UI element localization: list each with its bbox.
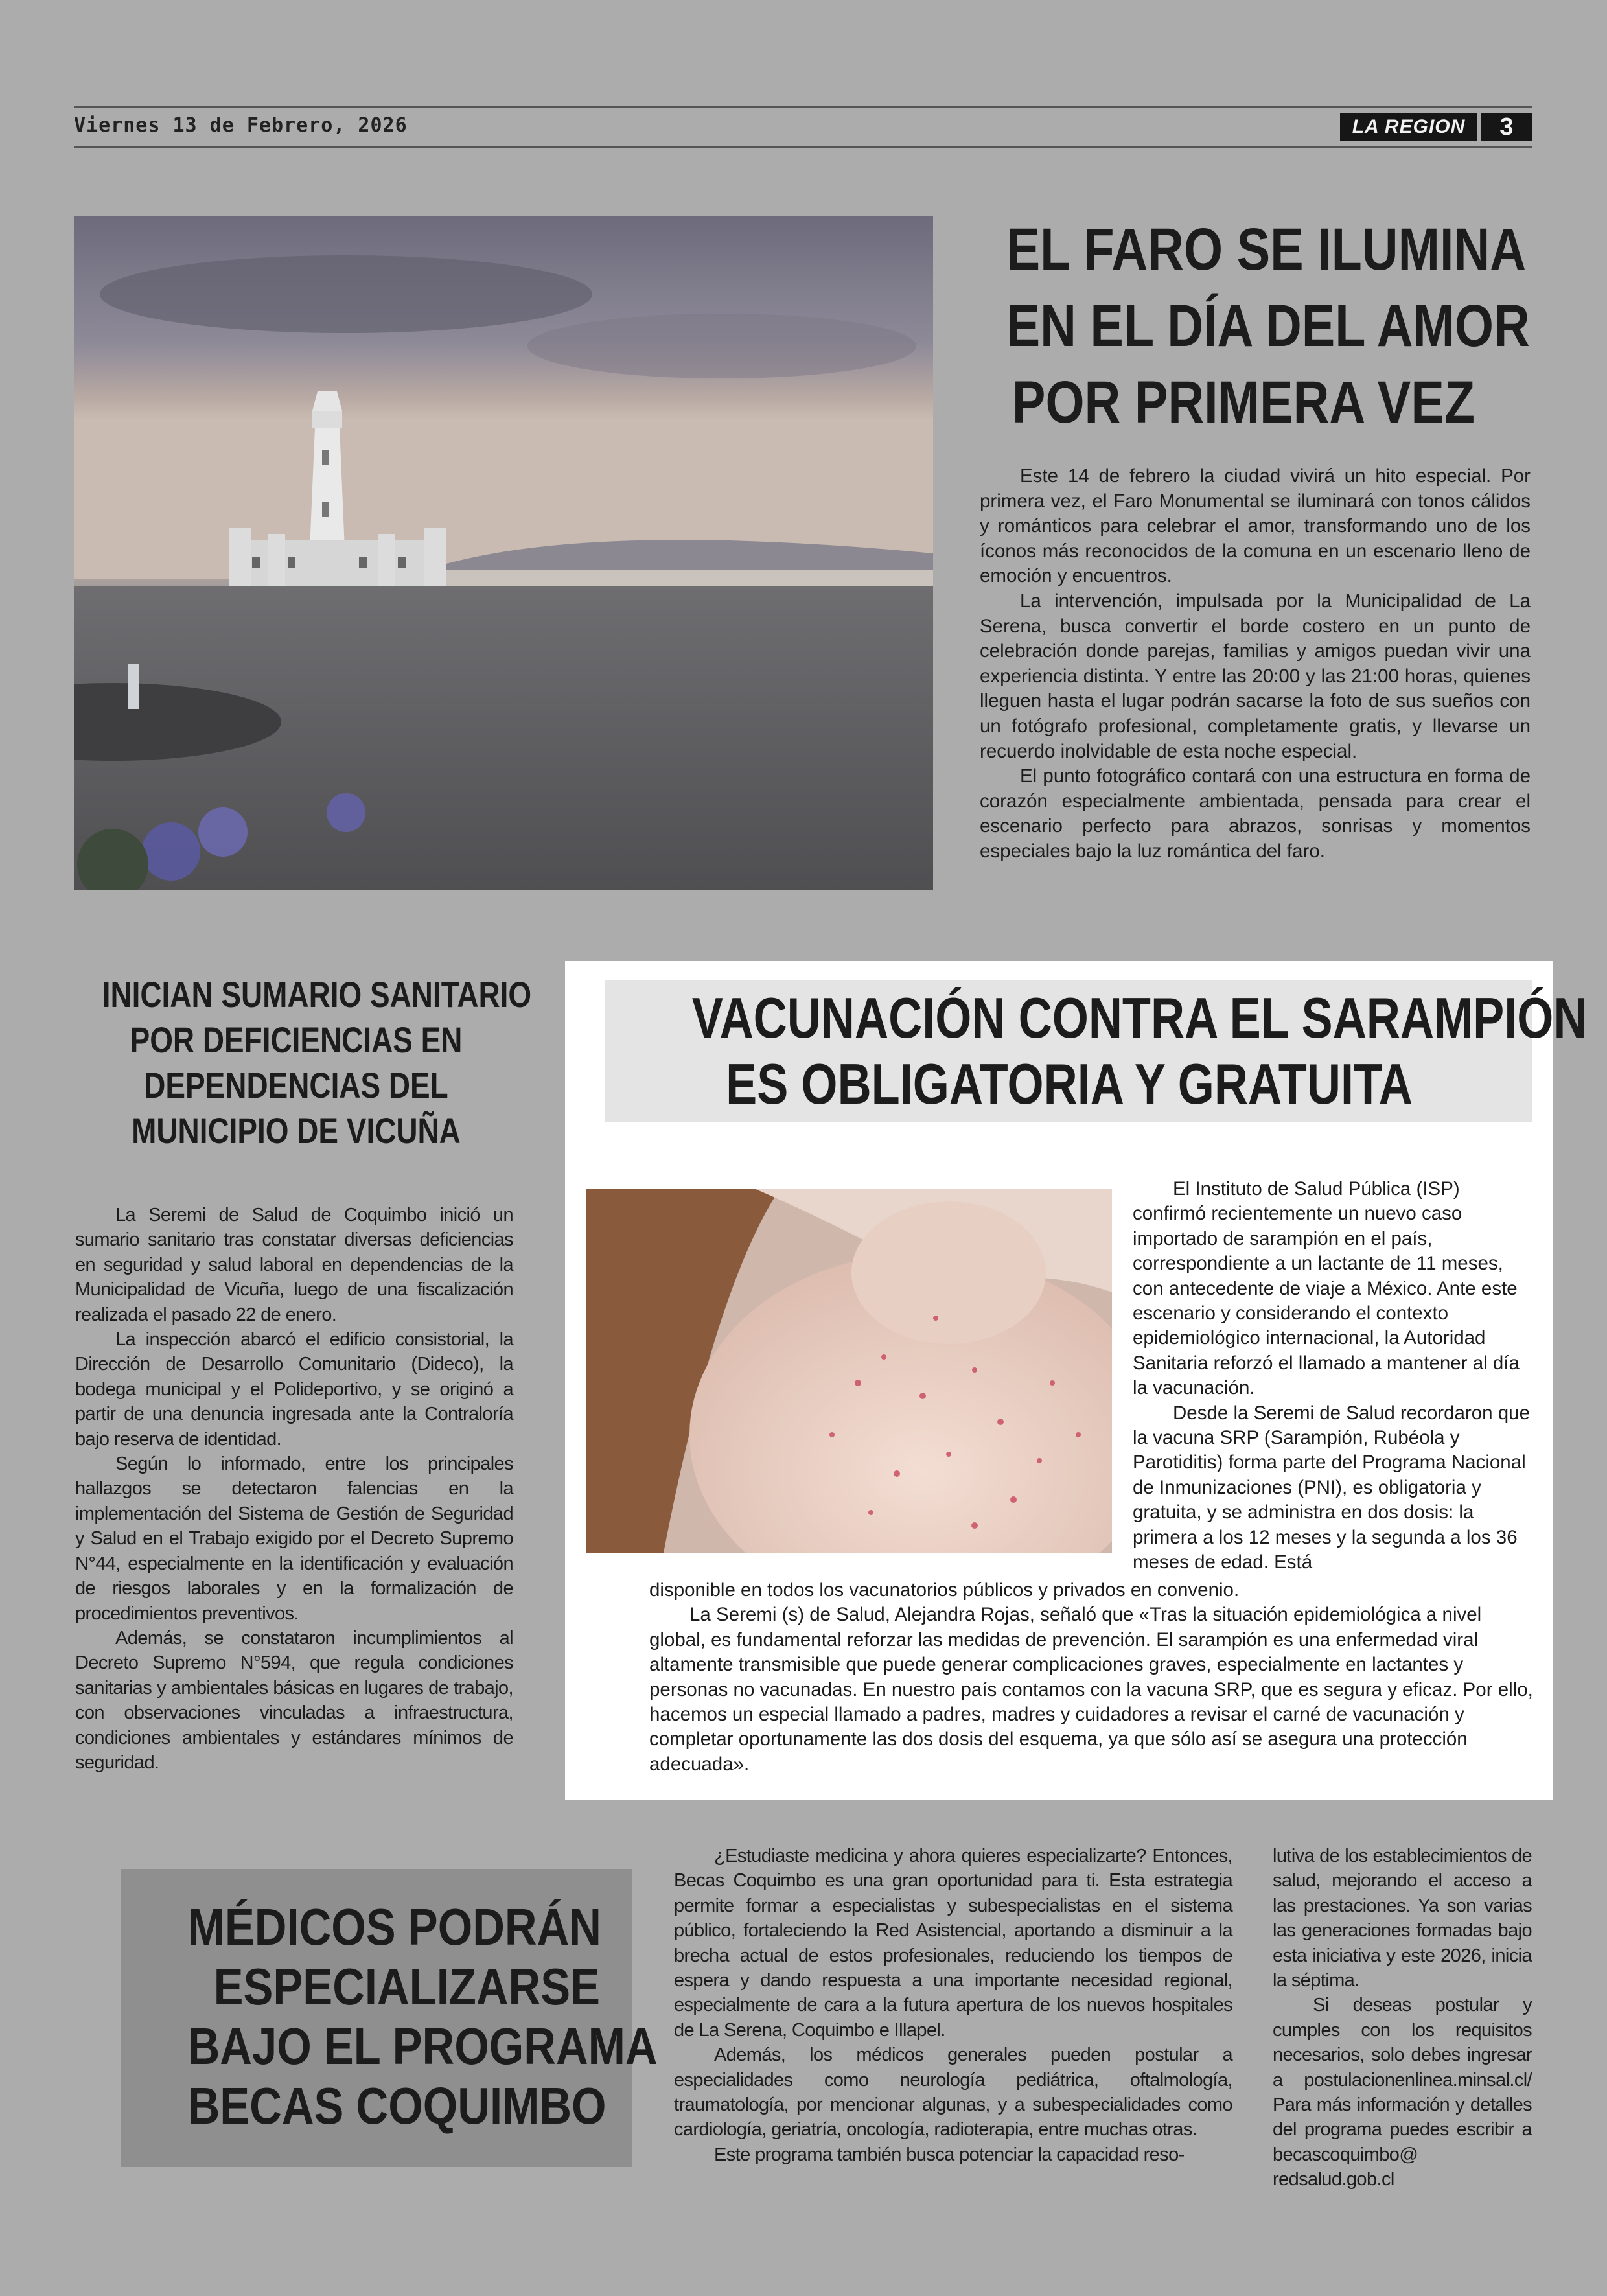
- becas-paragraph: Si deseas postular y cumples con los requisitos necesarios, solo debes ingresar a postulacionenlinea.minsal.cl/ Para más información y detalles del programa puedes escribir a becascoquimbo@ redsalud.gob.cl: [1273, 1995, 1532, 2190]
- page-number: 3: [1481, 113, 1532, 141]
- vicuna-headline-line: POR DEFICIENCIAS EN: [130, 1019, 463, 1060]
- becas-headline-line: MÉDICOS PODRÁN: [187, 1898, 601, 1956]
- lighthouse-photo: [74, 216, 933, 890]
- becas-headline-line: ESPECIALIZARSE: [213, 1958, 600, 2015]
- lighthouse-illustration: [74, 216, 933, 890]
- measles-headline-line: VACUNACIÓN CONTRA EL SARAMPIÓN: [691, 986, 1588, 1050]
- faro-headline-line: EN EL DÍA DEL AMOR: [1006, 293, 1530, 359]
- faro-headline-line: POR PRIMERA VEZ: [1012, 369, 1475, 435]
- measles-paragraph: disponible en todos los vacunatorios públicos y privados en convenio.: [649, 1579, 1240, 1601]
- becas-headline-line: BAJO EL PROGRAMA: [187, 2017, 658, 2075]
- becas-headline: [187, 1897, 658, 2136]
- measles-full-text: [649, 1578, 1533, 1777]
- becas-paragraph: lutiva de los establecimientos de salud, mejorando el acceso a las prestaciones. Ya son varias las generaciones formadas bajo esta iniciativa y este 2026, inicia la séptima.: [1273, 1846, 1532, 1991]
- becas-headline-line: BECAS COQUIMBO: [187, 2077, 607, 2135]
- faro-paragraph: El punto fotográfico contará con una estructura en forma de corazón especialmente ambientada, pensada para crear el escenario perfecto para abrazos, sonrisas y momentos especiales bajo la luz romántica del faro.: [980, 765, 1531, 862]
- vicuna-paragraph: Además, se constataron incumplimientos al Decreto Supremo N°594, que regula condiciones sanitarias y ambientales básicas en lugares de trabajo, con observaciones vinculadas a infraestructura, condiciones ambientales y estándares mínimos de seguridad.: [75, 1627, 513, 1773]
- vicuna-paragraph: La Seremi de Salud de Coquimbo inició un sumario sanitario tras constatar diversas deficiencias en seguridad y salud laboral en dependencias de la Municipalidad de Vicuña, luego de una fiscalización realizada el pasado 22 de enero.: [75, 1205, 513, 1325]
- header-top-rule: [74, 106, 1532, 108]
- becas-column-1: [674, 1844, 1232, 2167]
- becas-paragraph: Este programa también busca potenciar la capacidad reso-: [714, 2144, 1185, 2165]
- becas-paragraph: ¿Estudiaste medicina y ahora quieres especializarte? Entonces, Becas Coquimbo es una gran oportunidad para ti. Esta estrategia permite formar a especialistas y subespecialistas en el sistema público, fortaleciendo la Red Asistencial, aportando a disminuir a la brecha actual de estos profesionales, reduciendo los tiempos de espera y dando respuesta a una importante necesidad regional, especialmente de cara a la futura apertura de los nuevos hospitales de La Serena, Coquimbo e Illapel.: [674, 1846, 1232, 2041]
- vicuna-paragraph: Según lo informado, entre los principales hallazgos se detectaron falencias en la implementación del Sistema de Gestión de Seguridad y Salud en el Trabajo exigido por el Decreto Supremo N°44, especialmente en la identificación y evaluación de riesgos laborales y en la formalización de procedimientos preventivos.: [75, 1454, 513, 1624]
- vicuna-headline-line: MUNICIPIO DE VICUÑA: [132, 1110, 461, 1151]
- baby-rash-photo: [586, 1189, 1112, 1553]
- issue-date: Viernes 13 de Febrero, 2026: [74, 114, 408, 137]
- vicuna-headline-line: DEPENDENCIAS DEL: [144, 1065, 448, 1106]
- measles-paragraph: La Seremi (s) de Salud, Alejandra Rojas, señaló que «Tras la situación epidemiológica a nivel global, es fundamental reforzar las medidas de prevención. El sarampión es una enfermedad viral altamente transmisible que puede generar complicaciones graves, especialmente en lactantes y personas no vacunadas. En nuestro país contamos con la vacuna SRP, que es segura y eficaz. Por ello, hacemos un especial llamado a padres, madres y cuidadores a revisar el carné de vacunación y completar oportunamente las dos dosis del esquema, ya que sólo así se asegura una protección adecuada».: [649, 1604, 1533, 1775]
- masthead-logo: LA REGION: [1340, 113, 1477, 141]
- vicuna-paragraph: La inspección abarcó el edificio consistorial, la Dirección de Desarrollo Comunitario (Dideco), la bodega municipal y el Polideportivo, y se originó a partir de una denuncia ingresada ante la Contraloría bajo reserva de identidad.: [75, 1329, 513, 1450]
- becas-column-2: [1273, 1844, 1532, 2192]
- faro-body: [980, 464, 1531, 864]
- faro-paragraph: La intervención, impulsada por la Municipalidad de La Serena, busca convertir el borde costero en un punto de celebración donde parejas, familias y amigos puedan vivir una experiencia distinta. Y entre las 20:00 y las 21:00 horas, quienes lleguen hasta el lugar podrán sacarse la foto de sus sueños con un fotógrafo profesional, completamente gratis, y llevarse un recuerdo inolvidable de esta noche especial.: [980, 590, 1531, 762]
- vicuna-body: [75, 1203, 513, 1775]
- baby-illustration: [586, 1189, 1112, 1553]
- vicuna-headline-line: INICIAN SUMARIO SANITARIO: [102, 974, 532, 1015]
- faro-headline: [1006, 211, 1530, 441]
- measles-headline-line: ES OBLIGATORIA Y GRATUITA: [726, 1052, 1413, 1116]
- header-bottom-rule: [74, 146, 1532, 148]
- measles-paragraph: Desde la Seremi de Salud recordaron que la vacuna SRP (Sarampión, Rubéola y Parotiditis) forma parte del Programa Nacional de Inmunizaciones (PNI), es obligatoria y gratuita, y se administra en dos dosis: la primera a los 12 meses y la segunda a los 36 meses de edad. Está: [1133, 1402, 1530, 1573]
- measles-headline: [691, 985, 1588, 1117]
- faro-paragraph: Este 14 de febrero la ciudad vivirá un hito especial. Por primera vez, el Faro Monumental se iluminará con tonos cálidos y románticos para celebrar el amor, transformando uno de los íconos más reconocidos de la comuna en un escenario lleno de emoción y encuentros.: [980, 465, 1531, 587]
- measles-side-text: [1133, 1177, 1533, 1575]
- measles-paragraph: El Instituto de Salud Pública (ISP) confirmó recientemente un nuevo caso importado de sarampión en el país, correspondiente a un lactante de 11 meses, con antecedente de viaje a México. Ante este escenario y considerando el contexto epidemiológico internacional, la Autoridad Sanitaria reforzó el llamado a mantener al día la vacunación.: [1133, 1178, 1520, 1399]
- becas-paragraph: Además, los médicos generales pueden postular a especialidades como neurología pediátrica, oftalmología, traumatología, por mencionar algunas, y a subespecialidades como cardiología, geriatría, oncología, radioterapia, entre muchas otras.: [674, 2045, 1232, 2140]
- vicuna-headline: [102, 972, 532, 1154]
- faro-headline-line: EL FARO SE ILUMINA: [1006, 216, 1527, 283]
